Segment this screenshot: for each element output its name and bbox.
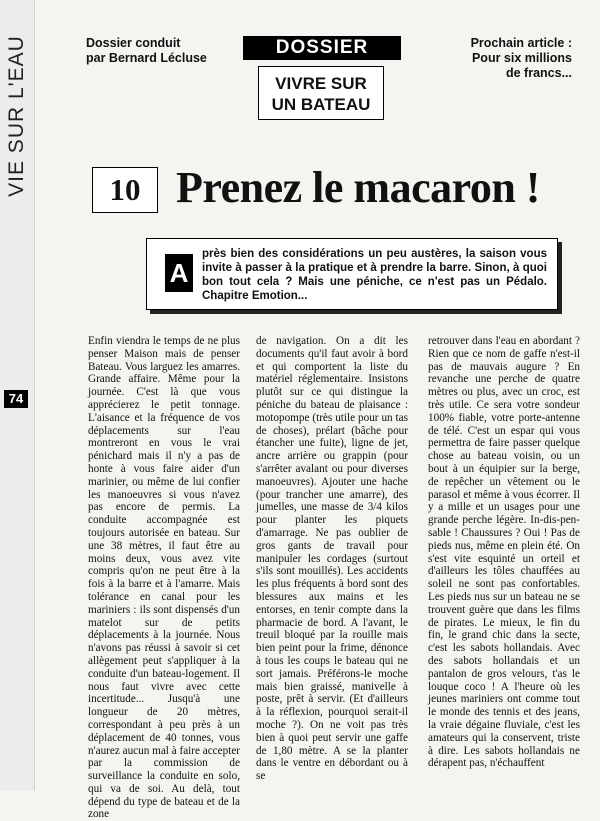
dropcap: A [165,254,193,292]
lead-text: près bien des considérations un peu austères, la saison vous invite à passer à la pratique et à prendre la barre. Sinon, à quoi bon tout cela ? Mais une péniche, ce n'est pas un Pédalo. Chapitre Emotion... [202,248,547,302]
body-column-1: Enfin viendra le temps de ne plus penser Maison mais de penser Bateau. Vous larguez les amarres. Grande affaire. Même pour la journée. C'est là que vous apprécierez le petit tonnage. L'aisance et la fréquence de vos déplacements sur l'eau montreront en vous le vrai pénichard mais il n'y a pas de honte à vous faire aider d'un marinier, ou même de lui confier les manoeuvres si vous n'avez pas encore de permis. La conduite accompagnée est toujours autorisée en bateau. Sur une 38 mètres, il faut être au moins deux, vous avez vite compris qu'on ne peut être à la fois à la barre et à l'amarre. Mais tolérance en canal pour les mariniers : ils sont dispensés d'un matelot sur de petits déplacements à la journée. Nous n'avons pas réussi à savoir si cet allègement peut s'appliquer à la conduite d'un bateau-logement. Il nous faut vivre avec cette incertitude... Jusqu'à une longueur de 20 mètres, correspondant à peu près à un déplacement de 40 tonnes, vous n'aurez aucun mal à faire accepter par la commission de surveillance la conduite en solo, qui va de soi. Au delà, tout dépend du type de bateau et de la zone [88,335,241,821]
lead-box [146,238,558,310]
byline-line: Dossier conduit [86,36,181,50]
body-column-3: retrouver dans l'eau en abordant ? Rien que ce nom de gaffe n'est-il pas de mauvais augure ? En revanche une perche de quatre mètres ou plus, avec un croc, est très utile. Ce sera votre sondeur 100% fiable, votre porte-antenne de télé. C'est un espar qui vous permettra de faire passer quelque chose au bateau voisin, ou un bout à un équipier sur la berge, de repêcher un vêtement ou le parasol et même à vous écorrer. Il y a mille et un usages pour une grande perche légère. In-dis-pen-sable ! Chaussures ? Oui ! Pas de pieds nus, même en plein été. On s'est vite esquinté un orteil et d'ailleurs les tôles chauffées au soleil ne sont pas confortables. Les pieds nus sur un bateau ne se trouvent guère que dans les films de pirates. Le mieux, le fin du fin, le grand chic dans la secte, c'est les sabots hollandais. Avec des sabots hollandais et un pantalon de gros velours, t'as le louque coco ! A l'heure où les jeunes mariniers ont comme tout le monde des tennis et des jeans, la vraie dégaine fluviale, c'est les amateurs qui la conservent, triste à dire. Les sabots hollandais ne dérapent pas, n'échauffent [428,335,580,770]
sidebar [0,0,35,791]
dossier-label: DOSSIER [243,36,401,60]
next-article [402,36,572,81]
section-title: VIE SUR L'EAU [5,35,28,197]
dossier-title-line: UN BATEAU [271,95,371,114]
byline-line: par Bernard Lécluse [86,51,207,65]
article-number: 10 [92,167,158,213]
dossier-title [258,66,384,120]
article-title: Prenez le macaron ! [176,163,540,212]
next-article-line: Pour six millions [471,51,572,65]
next-article-line: Prochain article : [470,36,572,50]
dossier-title-line: VIVRE SUR [275,74,367,93]
next-article-line: de francs... [506,66,572,80]
byline [86,36,207,66]
page-number: 74 [4,390,28,408]
body-column-2: de navigation. On a dit les documents qu'il faut avoir à bord et qui comportent la liste du matériel réglementaire. Insistons plutôt sur ce qui distingue la péniche du bateau de plaisance : motopompe (très utile pour un tas de choses), prélart (bâche pour étancher une fuite), ligne de jet, ancre arrière ou grappin (pour s'arrêter avalant ou pour diverses manoeuvres). Ajouter une hache (pour trancher une amarre), des jumelles, une masse de 3/4 kilos pour planter les piquets d'amarrage. Ne pas oublier de gros gants de travail pour manipuler les cordages (surtout s'ils sont mouillés). Les accidents les plus fréquents à bord sont des blessures aux mains et les entorses, en tenir compte dans la pharmacie de bord. A l'avant, le treuil bloqué par la rouille mais bien peint pour la frime, dénonce à tous les coups le bateau qui ne sort jamais. Préférons-le moche mais bien graissé, manivelle à poste, prêt à servir. (Et d'ailleurs à la réflexion, pourquoi serait-il moche ?). On ne voit pas très bien à quoi peut servir une gaffe de 1,80 mètre. A se la planter dans le ventre en débordant ou à se [256,335,408,783]
